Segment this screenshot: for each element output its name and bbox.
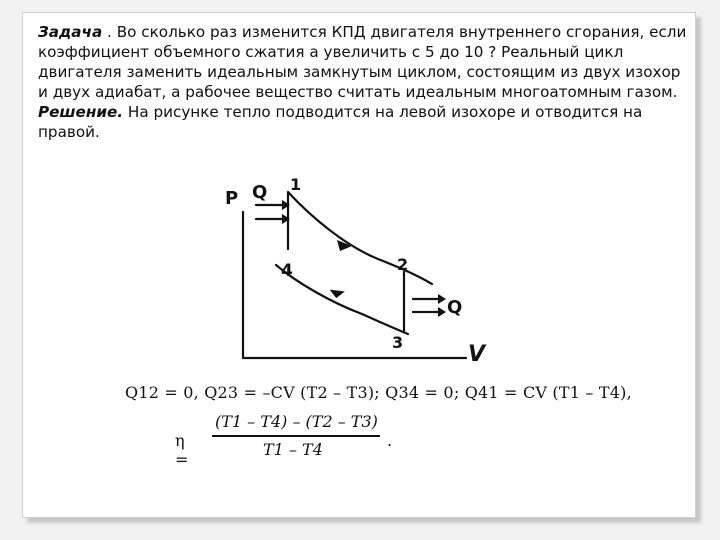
point-2-label: 2	[397, 255, 409, 274]
point-1-label: 1	[290, 175, 302, 194]
adiabat-1-2	[288, 192, 432, 284]
solution-label: Решение.	[38, 103, 124, 121]
flow-arrowhead-4-3	[330, 289, 346, 299]
v-axis-label: V	[468, 342, 486, 367]
adiabat-4-3	[276, 265, 408, 334]
heat-in-label: Q	[252, 182, 268, 203]
formula-end: .	[387, 431, 393, 450]
p-axis-label: P	[225, 188, 239, 209]
problem-body: . Во сколько раз изменится КПД двигателя внутреннего сгорания, если коэффициент объемного сжатия а увеличить с 5 до 10 ? Реальный цикл двигателя заменить идеальным замкнутым циклом, состоящим из двух изохор и двух адиабат, а рабочее вещество считать идеальным многоатомным газом.	[38, 23, 687, 101]
problem-label: Задача	[38, 23, 103, 41]
efficiency-denominator: T1 – T4	[263, 440, 323, 459]
heat-out-label: Q	[447, 297, 463, 318]
heat-out-arrowhead-top	[438, 294, 446, 304]
heat-out-arrowhead-bottom	[438, 307, 446, 317]
fraction-bar	[212, 435, 380, 437]
eta-symbol: η =	[175, 431, 189, 469]
point-4-label: 4	[281, 261, 293, 281]
efficiency-numerator: (T1 – T4) – (T2 – T3)	[215, 412, 378, 431]
point-3-label: 3	[392, 333, 404, 352]
heat-formula-line: Q12 = 0, Q23 = –CV (T2 – T3); Q34 = 0; Q41 = CV (T1 – T4),	[125, 383, 632, 402]
solution-body: На рисунке тепло подводится на левой изохоре и отводится на правой.	[38, 103, 643, 141]
